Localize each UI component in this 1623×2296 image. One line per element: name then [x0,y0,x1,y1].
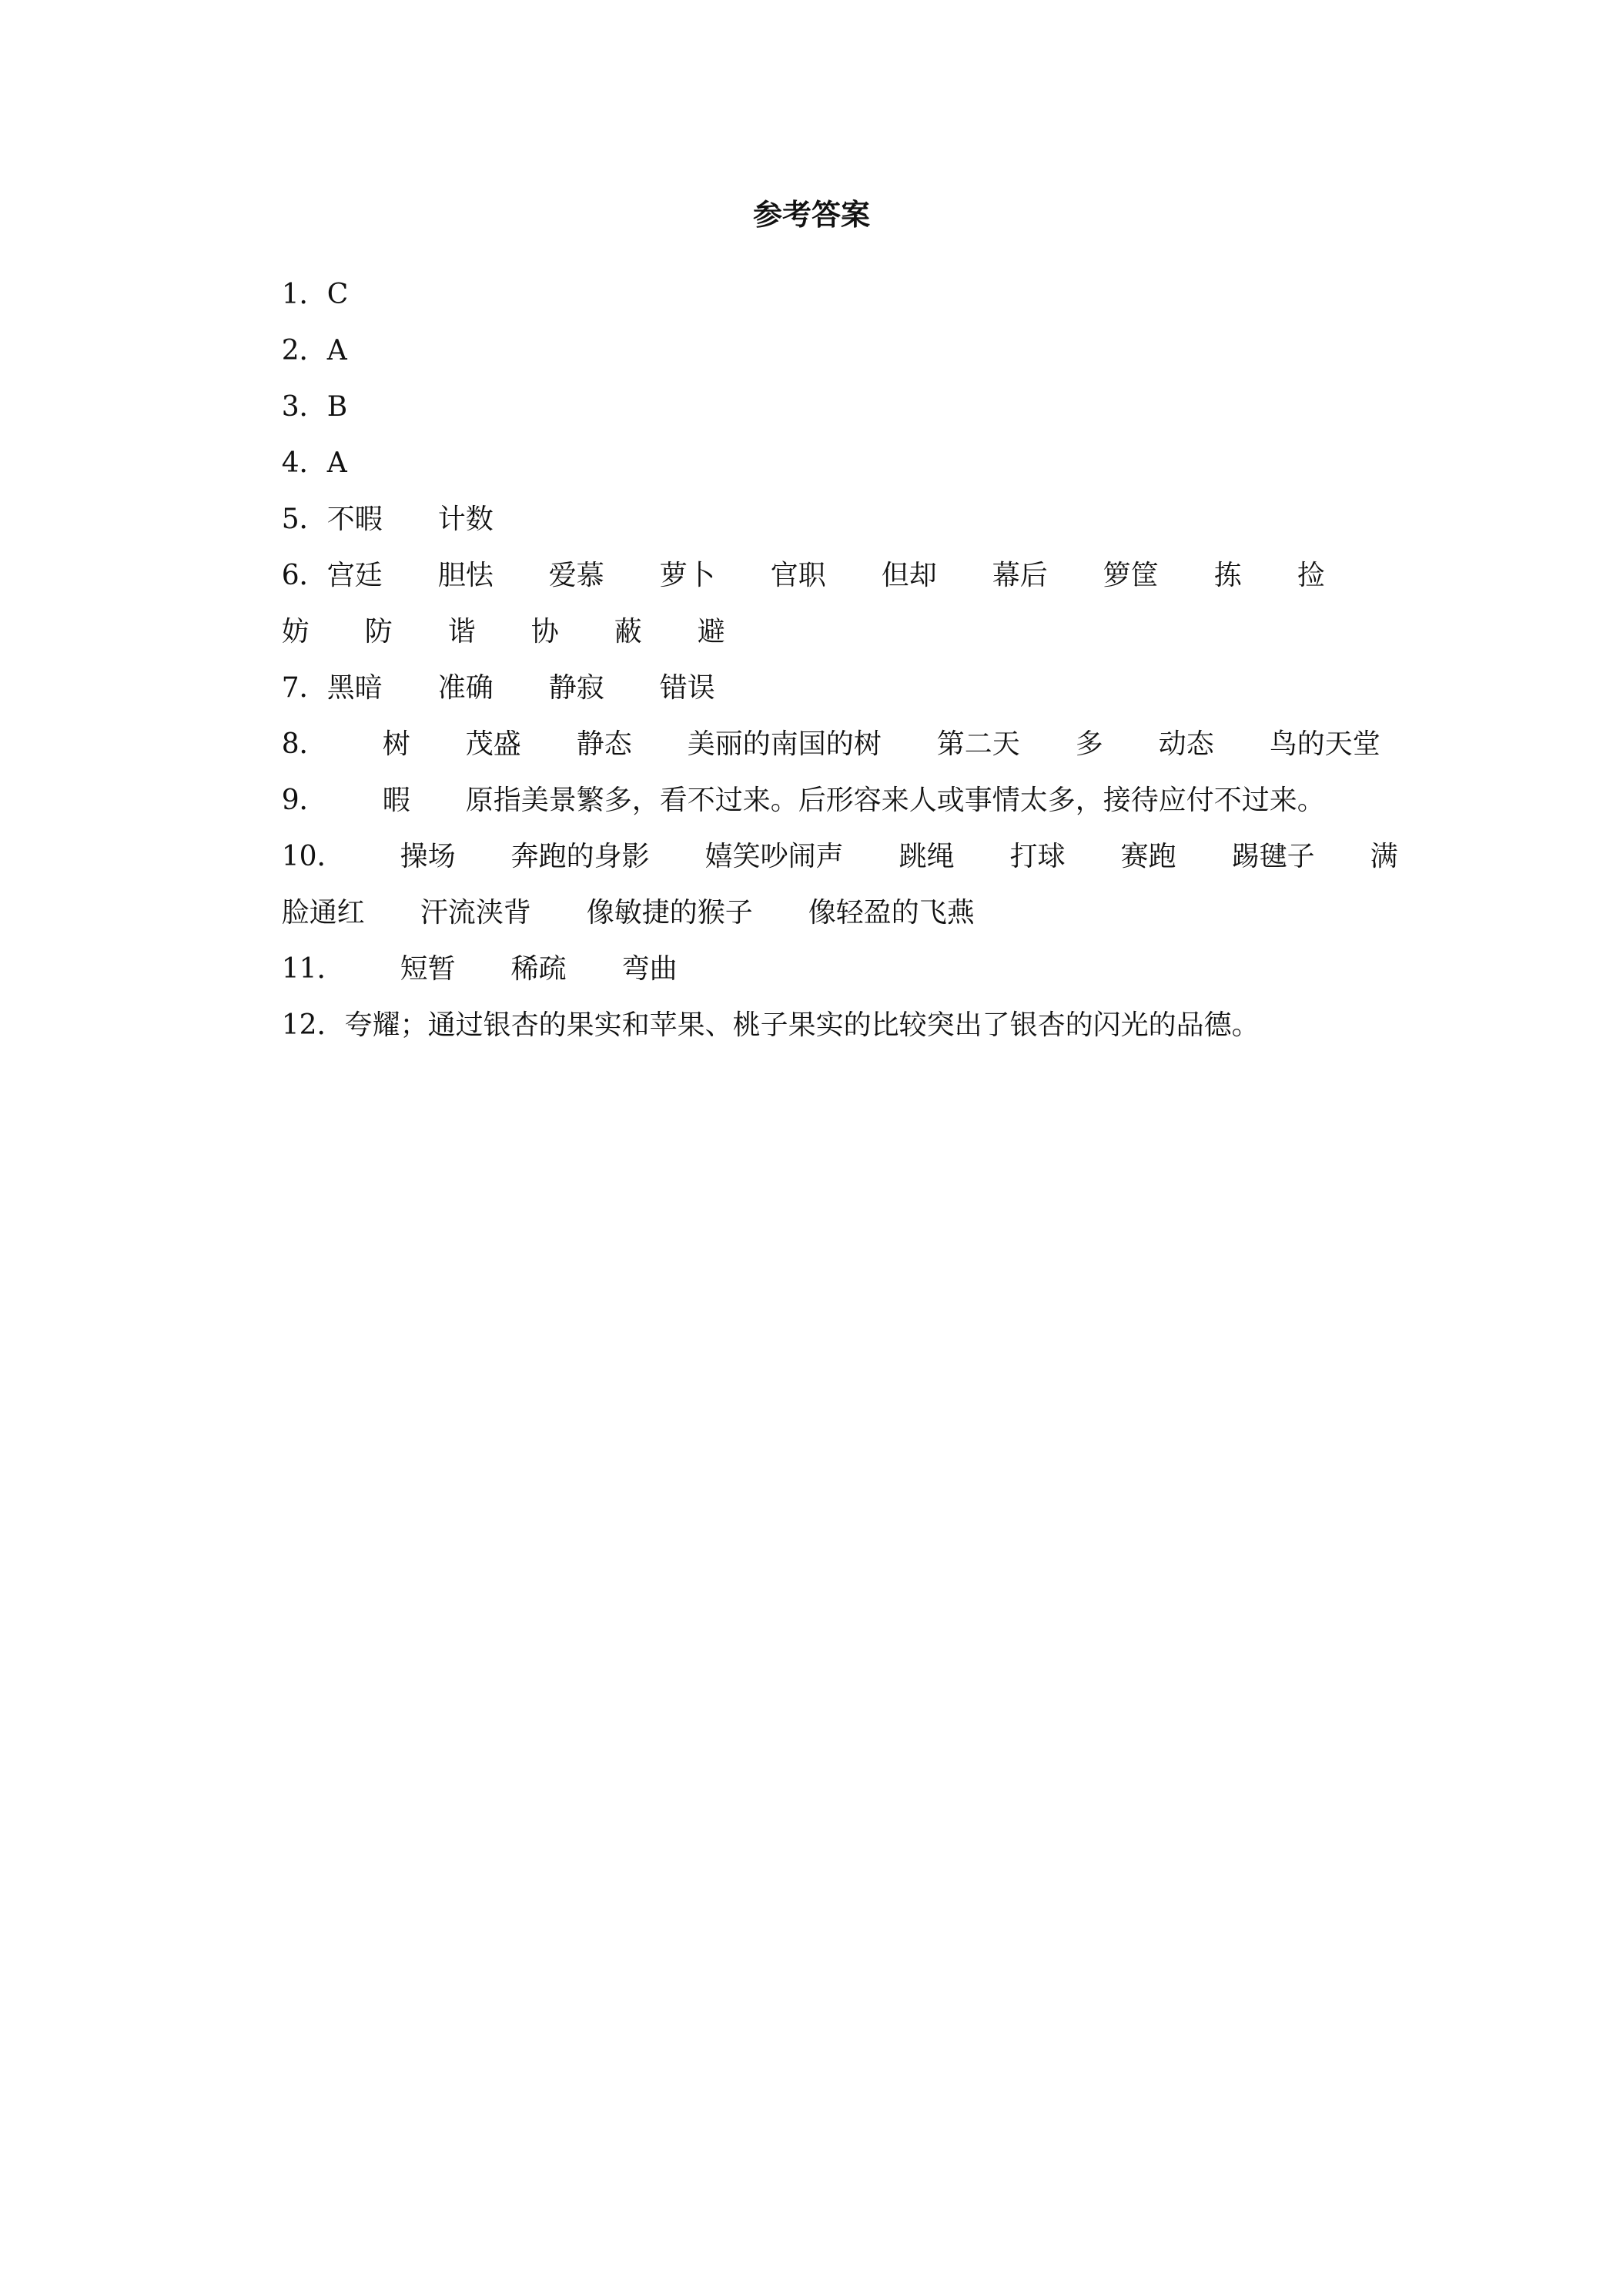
answer-number: 1． [281,279,327,310]
answer-line-10-continued [246,851,975,929]
answer-number: 10． [281,841,345,872]
answer-number: 7． [281,672,327,704]
answer-text: 宫廷 胆怯 爱慕 萝卜 官职 但却 幕后 箩筐 拣 捡 [326,560,1325,591]
answer-text: 妨 防 谐 协 蔽 避 [281,616,725,648]
answer-text: B [326,391,348,423]
answer-number: 5． [281,504,327,535]
answer-line-6 [246,514,1325,591]
answer-number: 8． [281,728,327,760]
answer-text: 暇 原指美景繁多，看不过来。后形容来人或事情太多，接待应付不过来。 [326,785,1325,816]
page-title: 参考答案 [752,197,870,232]
answer-line-6-continued [246,570,725,648]
answer-line-5 [246,457,494,535]
answer-line-12 [246,963,1260,1041]
answer-number: 12． [281,1009,345,1041]
answer-text: 黑暗 准确 静寂 错误 [326,672,715,704]
answer-number: 4． [281,447,327,479]
answer-text: 夸耀；通过银杏的果实和苹果、桃子果实的比较突出了银杏的闪光的品德。 [344,1009,1260,1041]
answer-line-8 [246,682,1380,760]
answer-line-1 [246,233,349,310]
answer-number: 2． [281,335,327,366]
answer-number: 11． [281,953,345,985]
answer-text: A [326,447,347,479]
answer-text: 不暇 计数 [326,504,494,535]
answer-text: A [326,335,347,366]
answer-text: C [326,279,349,310]
answer-line-9 [246,738,1325,816]
answer-number: 3． [281,391,327,423]
answer-line-11 [246,907,678,985]
answer-line-7 [246,626,715,704]
answer-text: 短暂 稀疏 弯曲 [344,953,678,985]
answer-line-4 [246,401,347,479]
answer-line-10 [246,795,1398,872]
answer-number: 9． [281,785,327,816]
answer-number: 6． [281,560,327,591]
answer-text: 树 茂盛 静态 美丽的南国的树 第二天 多 动态 鸟的天堂 [326,728,1380,760]
answer-text: 操场 奔跑的身影 嬉笑吵闹声 跳绳 打球 赛跑 踢毽子 满 [344,841,1398,872]
answer-line-2 [246,289,347,366]
answer-line-3 [246,345,348,423]
answer-text: 脸通红 汗流浃背 像敏捷的猴子 像轻盈的飞燕 [281,897,975,929]
